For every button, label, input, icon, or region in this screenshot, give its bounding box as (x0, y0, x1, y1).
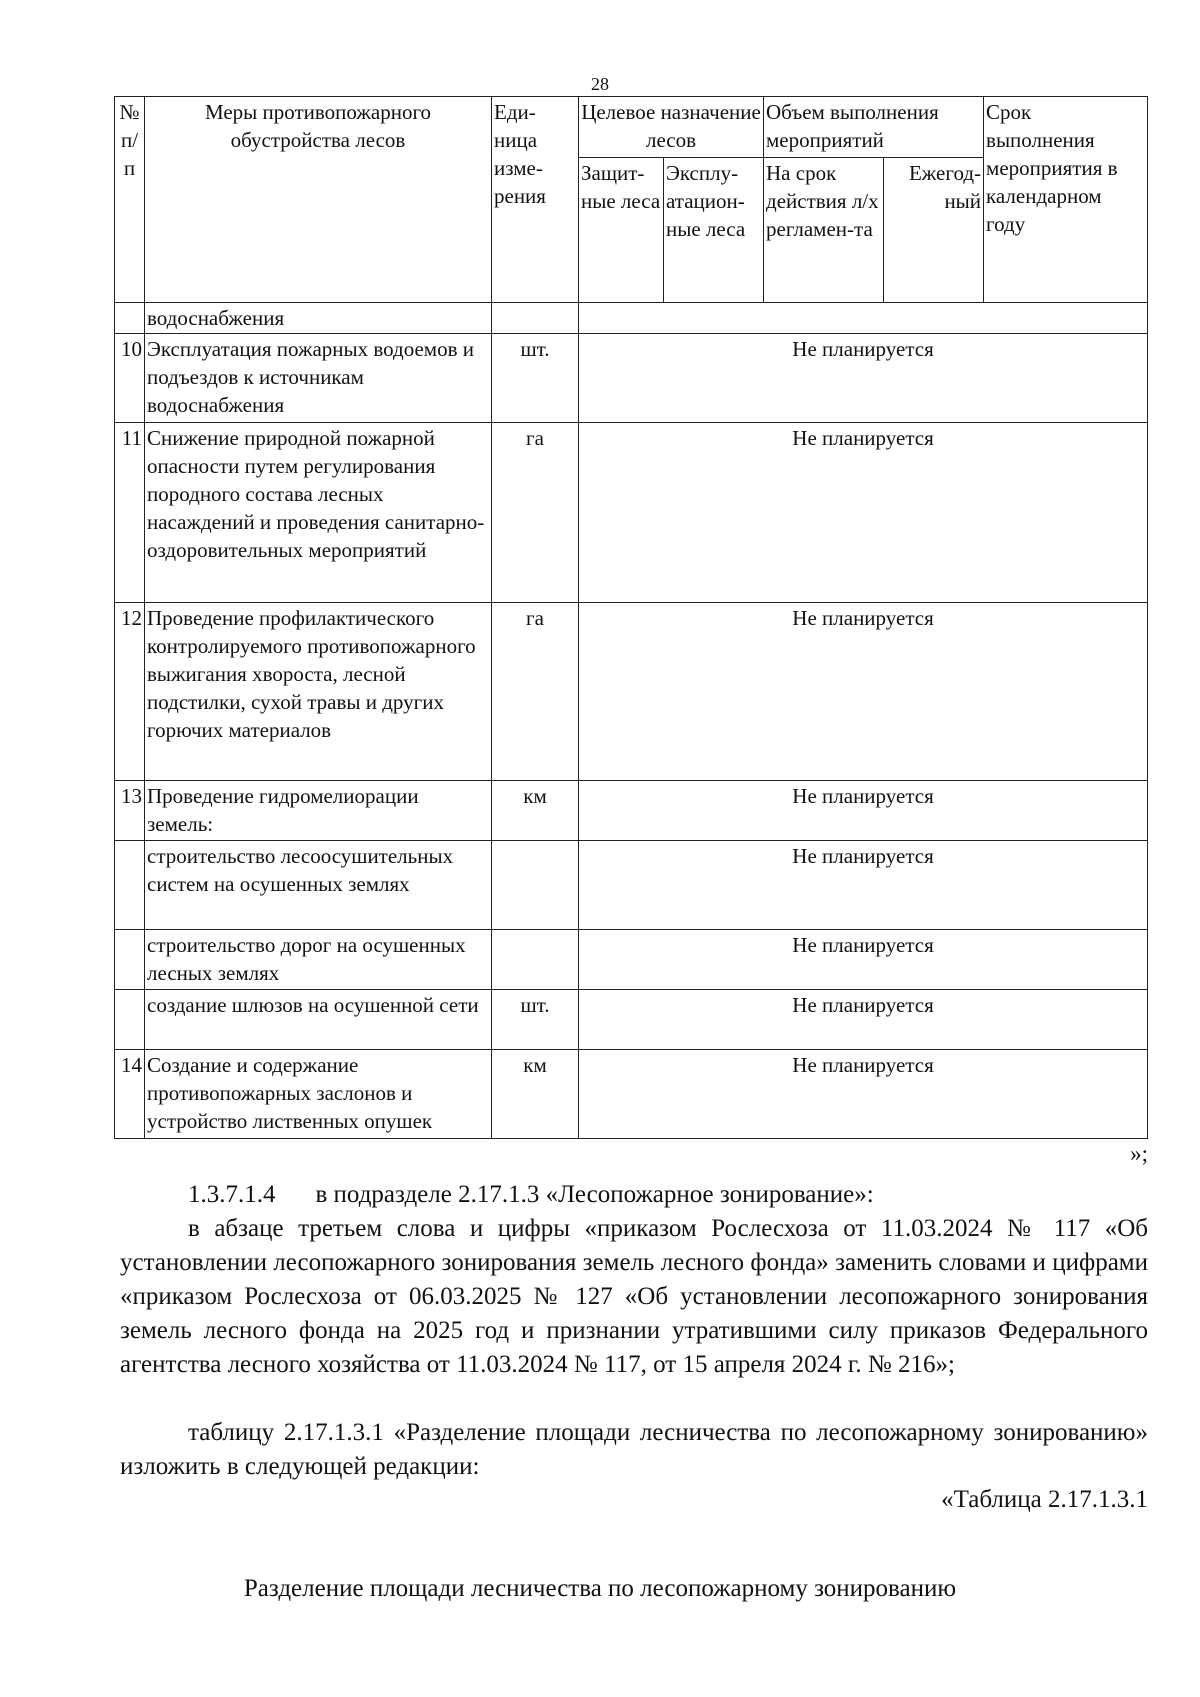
unit-cell: га (492, 603, 579, 781)
header-protective: Защит-ные леса (579, 158, 664, 303)
table-row (115, 423, 1148, 603)
measure-cell: водоснабжения (145, 303, 492, 334)
row-number: 13 (115, 781, 145, 841)
table-row (115, 1050, 1148, 1139)
header-target-purpose: Целевое назначение лесов (579, 97, 764, 158)
table-row (115, 334, 1148, 423)
closing-quote: »; (1130, 1141, 1148, 1166)
status-cell: Не планируется (579, 603, 1148, 781)
measure-cell: Эксплуатация пожарных водоемов и подъездов к источникам водоснабжения (145, 334, 492, 423)
measure-cell: строительство лесоосушительных систем на осушенных землях (145, 841, 492, 930)
status-cell: Не планируется (579, 930, 1148, 990)
header-volume: Объем выполнения мероприятий (764, 97, 984, 158)
clause-number: 1.3.7.1.4 (188, 1181, 276, 1208)
table-row (115, 303, 1148, 334)
measure-cell: Создание и содержание противопожарных заслонов и устройство лиственных опушек (145, 1050, 492, 1139)
table-row (115, 781, 1148, 841)
table-row (115, 603, 1148, 781)
header-num: № п/п (115, 97, 145, 303)
header-measures: Меры противопожарного обустройства лесов (145, 97, 492, 303)
table-row (115, 990, 1148, 1050)
unit-cell: шт. (492, 990, 579, 1050)
fire-measures-table (114, 96, 1148, 1139)
unit-cell: шт. (492, 334, 579, 423)
measure-cell: строительство дорог на осушенных лесных землях (145, 930, 492, 990)
row-number: 12 (115, 603, 145, 781)
header-unit: Еди-ница изме-рения (492, 97, 579, 303)
measure-cell: Снижение природной пожарной опасности путем регулирования породного состава лесных насаждений и проведения санитарно-оздоровительных мероприятий (145, 423, 492, 603)
row-number: 10 (115, 334, 145, 423)
page-number: 28 (591, 74, 609, 94)
table-title: Разделение площади лесничества по лесопожарному зонированию (243, 1575, 957, 1602)
header-exploitation: Эксплу-атацион-ные леса (664, 158, 764, 303)
row-number: 11 (115, 423, 145, 603)
unit-cell: км (492, 1050, 579, 1139)
body-paragraph: таблицу 2.17.1.3.1 «Разделение площади лесничества по лесопожарному зонированию» изложить в следующей редакции: (120, 1419, 1148, 1480)
measure-cell: Проведение профилактического контролируемого противопожарного выжигания хвороста, лесной подстилки, сухой травы и других горючих материалов (145, 603, 492, 781)
status-cell: Не планируется (579, 781, 1148, 841)
status-cell: Не планируется (579, 990, 1148, 1050)
status-cell: Не планируется (579, 423, 1148, 603)
body-paragraph: в абзаце третьем слова и цифры «приказом Рослесхоза от 11.03.2024 № 117 «Об установлении лесопожарного зонирования земель лесного фонда» заменить словами и цифрами «приказом Рослесхоза от 06.03.2025 № 127 «Об установлении лесопожарного зонирования земель лесного фонда на 2025 год и признании утратившими силу приказов Федерального агентства лесного хозяйства от 11.03.2024 № 117, от 15 апреля 2024 г. № 216»; (120, 1215, 1148, 1378)
unit-cell: га (492, 423, 579, 603)
measure-cell: создание шлюзов на осушенной сети (145, 990, 492, 1050)
measure-cell: Проведение гидромелиорации земель: (145, 781, 492, 841)
header-annual: Ежегод-ный (884, 158, 984, 303)
status-cell: Не планируется (579, 1050, 1148, 1139)
table-row (115, 930, 1148, 990)
header-deadline: Срок выполнения мероприятия в календарном году (984, 97, 1148, 303)
table-label: «Таблица 2.17.1.3.1 (941, 1486, 1148, 1513)
status-cell: Не планируется (579, 334, 1148, 423)
header-regulation-term: На срок действия л/х регламен-та (764, 158, 884, 303)
clause-paragraph (120, 1178, 1148, 1212)
unit-cell: км (492, 781, 579, 841)
clause-text: в подразделе 2.17.1.3 «Лесопожарное зонирование»: (315, 1181, 874, 1208)
status-cell: Не планируется (579, 841, 1148, 930)
table-row (115, 841, 1148, 930)
row-number: 14 (115, 1050, 145, 1139)
